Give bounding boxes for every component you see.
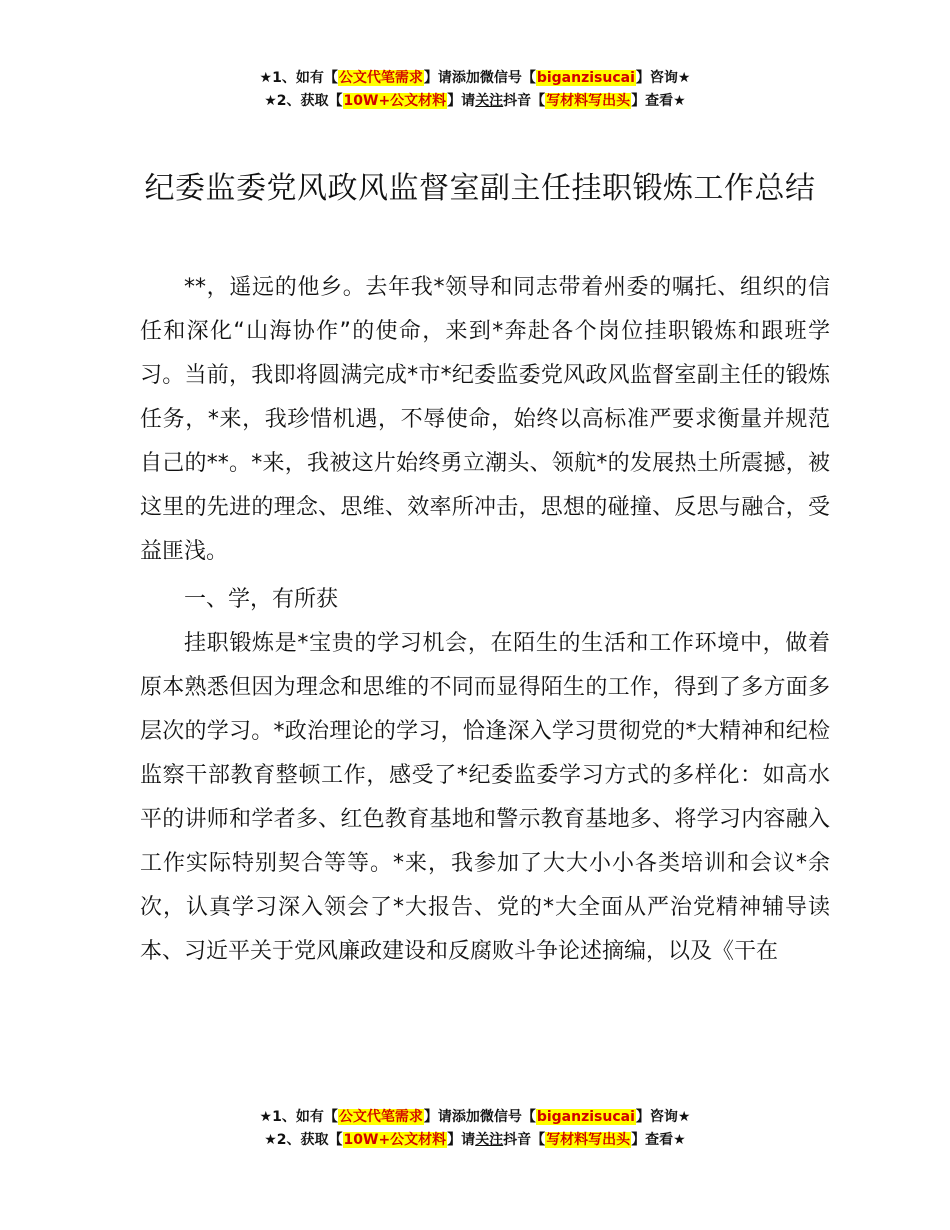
banner-text: 】请	[447, 93, 476, 109]
underlined-follow: 关注	[475, 93, 504, 109]
highlight-wechat-id: biganzisucai	[536, 70, 635, 86]
document-body	[140, 266, 830, 974]
banner-text: ★1、如有【	[259, 70, 338, 86]
banner-text: ★2、获取【	[264, 1132, 343, 1148]
banner-line-1	[0, 1106, 950, 1129]
highlight-douyin-account: 写材料写出头	[546, 93, 631, 109]
banner-text: 】请	[447, 1132, 476, 1148]
banner-text: 】请添加微信号【	[423, 1109, 536, 1125]
banner-text: 】请添加微信号【	[423, 70, 536, 86]
banner-text: 抖音【	[503, 1132, 546, 1148]
banner-text: 】咨询★	[635, 1109, 691, 1125]
footer-banner	[0, 1106, 950, 1152]
banner-line-1	[0, 67, 950, 90]
banner-text: 抖音【	[503, 93, 546, 109]
highlight-douyin-account: 写材料写出头	[546, 1132, 631, 1148]
banner-line-2	[0, 1129, 950, 1152]
banner-text: 】咨询★	[635, 70, 691, 86]
highlight-materials: 10W+公文材料	[343, 93, 447, 109]
section-heading: 一、学，有所获	[184, 587, 339, 612]
header-banner	[0, 67, 950, 113]
banner-text: 】查看★	[631, 1132, 686, 1148]
highlight-wechat-id: biganzisucai	[536, 1109, 635, 1125]
highlight-materials: 10W+公文材料	[343, 1132, 447, 1148]
banner-text: 】查看★	[631, 93, 686, 109]
banner-line-2	[0, 90, 950, 113]
highlight-service: 公文代笔需求	[338, 1109, 423, 1125]
underlined-follow: 关注	[475, 1132, 504, 1148]
body-paragraph: 挂职锻炼是*宝贵的学习机会，在陌生的生活和工作环境中，做着原本熟悉但因为理念和思维的不同而显得陌生的工作，得到了多方面多层次的学习。*政治理论的学习，恰逢深入学习贯彻党的*大精神和纪检监察干部教育整顿工作，感受了*纪委监委学习方式的多样化：如高水平的讲师和学者多、红色教育基地和警示教育基地多、将学习内容融入工作实际特别契合等等。*来，我参加了大大小小各类培训和会议*余次，认真学习深入领会了*大报告、党的*大全面从严治党精神辅导读本、习近平关于党风廉政建设和反腐败斗争论述摘编，以及《干在	[140, 631, 830, 964]
banner-text: ★2、获取【	[264, 93, 343, 109]
body-paragraph: **，遥远的他乡。去年我*领导和同志带着州委的嘱托、组织的信任和深化“山海协作”的使命，来到*奔赴各个岗位挂职锻炼和跟班学习。当前，我即将圆满完成*市*纪委监委党风政风监督室副主任的锻炼任务，*来，我珍惜机遇，不辱使命，始终以高标准严要求衡量并规范自己的**。*来，我被这片始终勇立潮头、领航*的发展热土所震撼，被这里的先进的理念、思维、效率所冲击，思想的碰撞、反思与融合，受益匪浅。	[140, 275, 830, 564]
highlight-service: 公文代笔需求	[338, 70, 423, 86]
document-title: 纪委监委党风政风监督室副主任挂职锻炼工作总结	[144, 171, 816, 206]
banner-text: ★1、如有【	[259, 1109, 338, 1125]
